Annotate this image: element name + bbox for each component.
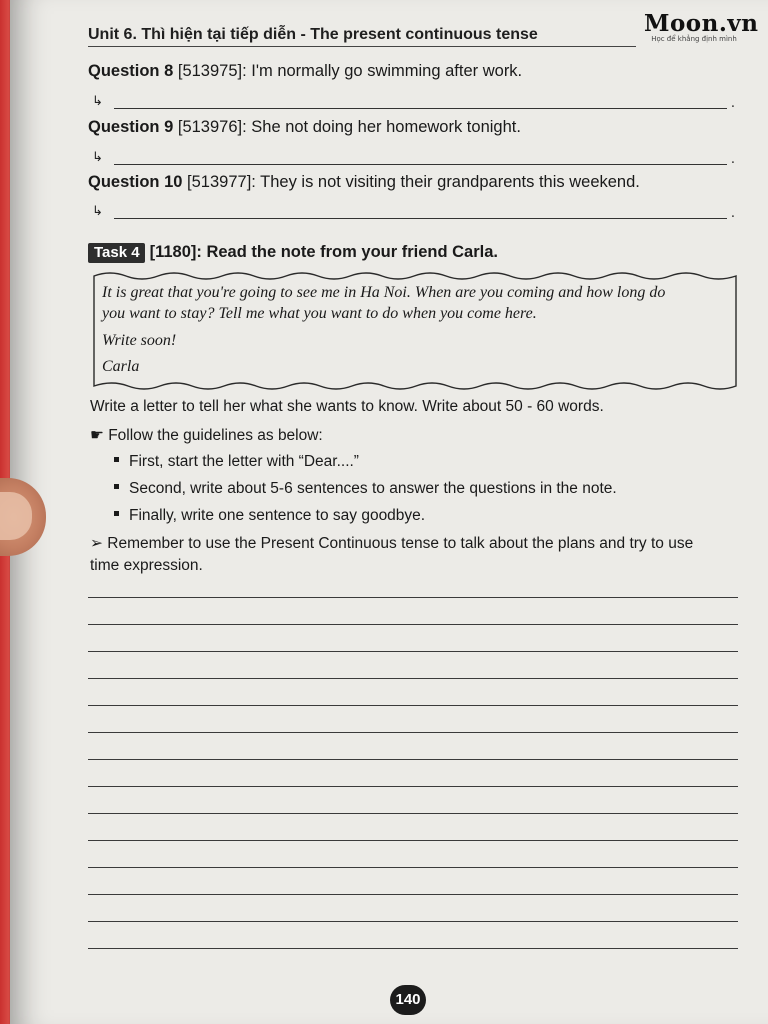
answer-arrow-icon: ↳ bbox=[92, 150, 103, 165]
moon-logo bbox=[644, 10, 759, 43]
logo-tagline: Học để khẳng định mình bbox=[651, 35, 737, 43]
bullet-text: First, start the letter with “Dear....” bbox=[129, 453, 359, 470]
writing-line[interactable] bbox=[88, 597, 738, 598]
answer-rule bbox=[114, 164, 727, 165]
writing-line[interactable] bbox=[88, 705, 738, 706]
guidelines-heading: ☛ Follow the guidelines as below: bbox=[90, 427, 323, 444]
bullet-square-icon bbox=[114, 457, 119, 462]
writing-instruction: Write a letter to tell her what she wants to know. Write about 50 - 60 words. bbox=[90, 398, 604, 415]
question-id: [513976] bbox=[177, 118, 243, 136]
question-9 bbox=[88, 118, 521, 137]
unit-title: Unit 6. Thì hiện tại tiếp diễn - The present continuous tense bbox=[88, 26, 538, 43]
note-box bbox=[88, 268, 742, 394]
question-10 bbox=[88, 173, 640, 192]
bullet-text: Second, write about 5-6 sentences to answer the questions in the note. bbox=[129, 480, 617, 497]
note-line-2: you want to stay? Tell me what you want to do when you come here. bbox=[102, 305, 537, 322]
remember-note-line-1: ➢ Remember to use the Present Continuous tense to talk about the plans and try to use bbox=[90, 535, 694, 552]
question-id: [513977] bbox=[187, 173, 252, 191]
question-text: : They is not visiting their grandparents this weekend. bbox=[251, 173, 640, 191]
writing-line[interactable] bbox=[88, 894, 738, 895]
header-rule bbox=[88, 46, 636, 47]
writing-line[interactable] bbox=[88, 813, 738, 814]
task-badge: Task 4 bbox=[88, 243, 145, 263]
answer-rule bbox=[114, 218, 727, 219]
question-label: Question 10 bbox=[88, 173, 183, 191]
answer-end: . bbox=[730, 206, 735, 221]
logo-name: Moon.vn bbox=[644, 10, 759, 37]
writing-line[interactable] bbox=[88, 624, 738, 625]
writing-line[interactable] bbox=[88, 651, 738, 652]
answer-line-9[interactable] bbox=[92, 150, 737, 168]
note-signoff: Write soon! bbox=[102, 332, 177, 349]
answer-line-10[interactable] bbox=[92, 204, 737, 222]
bullet-square-icon bbox=[114, 484, 119, 489]
note-line-1: It is great that you're going to see me in Ha Noi. When are you coming and how long do bbox=[102, 284, 666, 301]
writing-line[interactable] bbox=[88, 732, 738, 733]
question-label: Question 8 bbox=[88, 62, 174, 80]
writing-line[interactable] bbox=[88, 678, 738, 679]
question-id: [513975] bbox=[177, 62, 243, 80]
answer-line-8[interactable] bbox=[92, 94, 737, 112]
answer-rule bbox=[114, 108, 727, 109]
task-heading bbox=[88, 243, 498, 263]
guideline-bullet-1 bbox=[114, 453, 359, 471]
answer-arrow-icon: ↳ bbox=[92, 204, 103, 219]
note-name: Carla bbox=[102, 358, 140, 375]
writing-line[interactable] bbox=[88, 948, 738, 949]
question-8 bbox=[88, 62, 522, 81]
note-text bbox=[102, 282, 732, 377]
bullet-text: Finally, write one sentence to say goodbye. bbox=[129, 507, 426, 524]
answer-end: . bbox=[730, 152, 735, 167]
page-number: 140 bbox=[390, 985, 426, 1015]
task-title: [1180]: Read the note from your friend Carla. bbox=[149, 243, 499, 261]
answer-arrow-icon: ↳ bbox=[92, 94, 103, 109]
writing-line[interactable] bbox=[88, 840, 738, 841]
question-text: : She not doing her homework tonight. bbox=[242, 118, 521, 136]
writing-line[interactable] bbox=[88, 867, 738, 868]
question-label: Question 9 bbox=[88, 118, 174, 136]
bullet-square-icon bbox=[114, 511, 119, 516]
writing-line[interactable] bbox=[88, 759, 738, 760]
page-header bbox=[88, 10, 759, 50]
guideline-bullet-3 bbox=[114, 507, 425, 525]
writing-line[interactable] bbox=[88, 786, 738, 787]
answer-end: . bbox=[730, 96, 735, 111]
guideline-bullet-2 bbox=[114, 480, 617, 498]
remember-note-line-2: time expression. bbox=[90, 557, 203, 574]
writing-line[interactable] bbox=[88, 921, 738, 922]
question-text: : I'm normally go swimming after work. bbox=[242, 62, 523, 80]
